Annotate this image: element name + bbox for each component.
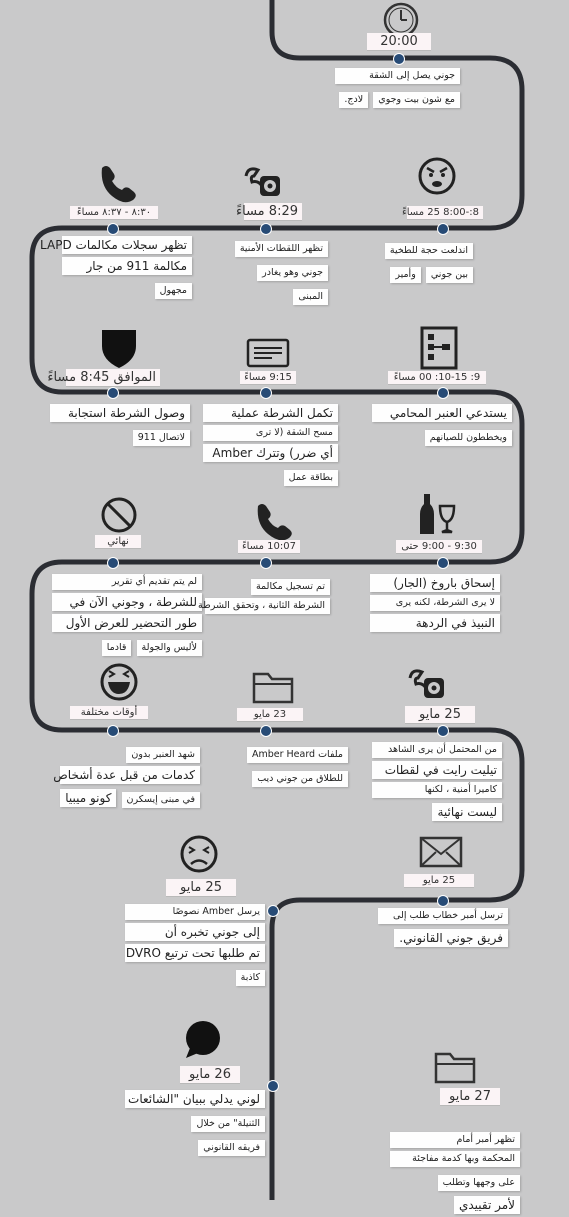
- business-card-icon: [245, 330, 291, 376]
- event-line: تم طلبها تحت ترتيع DVRO: [125, 944, 265, 962]
- event-line: وصول الشرطة استجابة: [50, 404, 190, 422]
- event-line: ملفات Amber Heard: [247, 747, 348, 763]
- event-description: [40, 236, 192, 302]
- timeline-dot: [437, 895, 449, 907]
- event-line: ترسل أمبر خطاب طلب إلى: [378, 908, 508, 924]
- event-line: قادما: [102, 640, 132, 656]
- wine-bottle-icon: [414, 490, 460, 536]
- event-line: المحكمة وبها كدمة مفاجئة: [390, 1151, 520, 1167]
- event-line: الشرطة الثانية ، وتحقق الشرطة: [205, 598, 330, 614]
- event-time: الموافق 8:45 مساءً: [66, 369, 160, 387]
- event-description: [218, 236, 328, 308]
- angry-face-icon: [414, 156, 460, 202]
- event-line: يستدعي العنبر المحامي: [372, 404, 512, 422]
- event-time: أوقات مختلفة: [70, 706, 148, 720]
- event-line: المبنى: [293, 289, 328, 305]
- envelope-icon: [418, 830, 464, 876]
- event-line: لادج.: [339, 92, 368, 108]
- event-line: يرسل Amber نصوصًا: [125, 904, 265, 920]
- flowchart-icon: [416, 324, 462, 370]
- event-line: اندلعت حجة للطخية: [385, 243, 473, 259]
- event-time: 27 مايو: [440, 1088, 500, 1106]
- event-line: مجهول: [155, 283, 192, 299]
- event-time: 10:07 مساءً: [238, 540, 300, 554]
- event-description: [53, 742, 200, 811]
- event-time: 25 مايو: [405, 706, 475, 724]
- event-line: جوني يصل إلى الشقة: [335, 68, 460, 84]
- event-line: كونو ميبيا: [60, 789, 116, 807]
- timeline-dot: [393, 53, 405, 65]
- timeline-dot: [437, 557, 449, 569]
- phone-icon: [250, 498, 296, 544]
- event-line: كاذبة: [236, 970, 265, 986]
- event-description: [372, 404, 512, 449]
- event-time: 9:30 - 9:00 حتى: [396, 540, 482, 554]
- timeline-dot: [260, 725, 272, 737]
- event-line: بطاقة عمل: [284, 470, 338, 486]
- event-line: للطلاق من جوني ديب: [252, 771, 348, 787]
- event-line: تظهر أمبر أمام: [390, 1132, 520, 1148]
- event-line: شهد العنبر بدون: [126, 747, 200, 763]
- event-line: على وجهها وتطلب: [438, 1175, 520, 1191]
- event-line: وأمير: [390, 267, 420, 283]
- event-time: 25 مايو: [404, 874, 474, 888]
- event-description: [50, 404, 190, 449]
- event-time: 26 مايو: [180, 1066, 240, 1084]
- event-description: [368, 238, 473, 286]
- telephone-dial-icon: [404, 662, 450, 708]
- event-time: 25 مايو: [166, 879, 236, 897]
- event-description: [52, 574, 202, 659]
- shield-icon: [96, 324, 142, 370]
- event-line: أي ضرر) وتترك Amber: [203, 444, 338, 462]
- event-line: تيليت رايت في لقطات: [372, 761, 502, 779]
- event-line: فريق جوني القانوني.: [394, 929, 508, 947]
- event-line: كاميرا أمنية ، لكنها: [372, 782, 502, 798]
- event-description: [198, 574, 330, 617]
- event-time: 20:00: [367, 33, 431, 51]
- event-line: من المحتمل أن يرى الشاهد: [372, 742, 502, 758]
- timeline-dot: [437, 223, 449, 235]
- event-description: [125, 904, 265, 989]
- event-line: مكالمة 911 من جار: [62, 257, 192, 275]
- timeline-dot: [267, 1080, 279, 1092]
- event-line: النبيذ في الردهة: [370, 614, 500, 632]
- event-description: [238, 742, 348, 790]
- event-line: جوني وهو يغادر: [257, 265, 328, 281]
- event-time: 9:15 مساءً: [240, 371, 296, 385]
- event-line: كدمات من قبل عدة أشخاص: [60, 766, 200, 784]
- event-time: 8:29 مساءً: [244, 203, 302, 221]
- event-description: [372, 742, 502, 824]
- timeline-dot: [260, 223, 272, 235]
- timeline-dot: [260, 387, 272, 399]
- event-line: إلى جوني تخبره أن: [125, 923, 265, 941]
- event-line: لا يرى الشرطة، لكنه يرى: [370, 595, 500, 611]
- event-line: مسح الشقة (لا ترى: [203, 425, 338, 441]
- event-line: تظهر سجلات مكالمات LAPD: [62, 236, 192, 254]
- event-line: تكمل الشرطة عملية: [203, 404, 338, 422]
- event-line: الثنيلة" من خلال: [191, 1116, 265, 1132]
- laughing-face-icon: [96, 660, 142, 706]
- event-description: [203, 404, 338, 489]
- timeline-dot: [437, 387, 449, 399]
- event-line: ويخططون للصيانهم: [425, 430, 512, 446]
- event-description: [125, 1090, 265, 1159]
- timeline-dot: [260, 557, 272, 569]
- timeline-dot: [107, 725, 119, 737]
- phone-icon: [94, 160, 140, 206]
- timeline-dot: [437, 725, 449, 737]
- folder-icon: [250, 664, 296, 710]
- event-line: لوني يدلي ببيان "الشائعات: [125, 1090, 265, 1108]
- event-line: تظهر اللقطات الأمنية: [235, 241, 328, 257]
- folder-icon: [432, 1044, 478, 1090]
- timeline-dot: [107, 223, 119, 235]
- event-line: لم يتم تقديم أي تقرير: [52, 574, 202, 590]
- timeline-dot: [267, 905, 279, 917]
- timeline-dot: [107, 387, 119, 399]
- event-line: ليست نهائية: [432, 803, 502, 821]
- event-line: لاتصال 911: [133, 430, 190, 446]
- timeline-dot: [107, 557, 119, 569]
- event-line: فريقه القانوني: [198, 1140, 265, 1156]
- event-time: نهائي: [95, 535, 141, 549]
- speech-bubble-icon: [180, 1016, 226, 1062]
- prohibited-icon: [96, 494, 142, 540]
- event-time: 9: 10-15: 00 مساءً: [388, 371, 486, 385]
- sad-face-icon: [176, 832, 222, 878]
- event-description: [370, 574, 500, 635]
- event-time: 8:-8:00 25 مساءً: [407, 206, 483, 220]
- telephone-dial-icon: [240, 160, 286, 206]
- event-line: للشرطة ، وجوني الآن في: [52, 593, 202, 611]
- event-line: لأمر تقييدي: [454, 1196, 520, 1214]
- event-time: 23 مايو: [237, 708, 303, 722]
- event-line: طور التحضير للعرض الأول: [52, 614, 202, 632]
- event-description: [335, 68, 460, 111]
- event-line: تم تسجيل مكالمة: [251, 579, 330, 595]
- event-description: [378, 908, 508, 950]
- event-line: إسحاق باروخ (الجار): [370, 574, 500, 592]
- event-description: [390, 1132, 520, 1217]
- event-line: في مبنى إيسكرن: [122, 792, 200, 808]
- event-line: بين جوني: [426, 267, 473, 283]
- event-time: ٨:٣٠ - ٨:٣٧ مساءً: [70, 206, 158, 220]
- event-line: لأليس والجولة: [137, 640, 202, 656]
- event-line: مع شون بيت وجوي: [373, 92, 460, 108]
